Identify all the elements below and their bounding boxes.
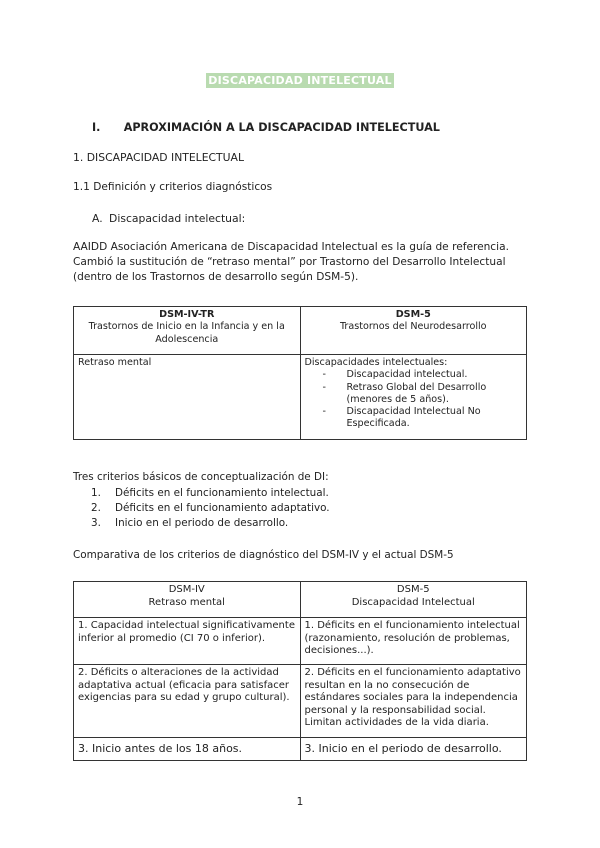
table1-cell: Retraso mental (74, 355, 301, 440)
list-text: Inicio en el periodo de desarrollo. (115, 517, 289, 529)
table2-cell: 3. Inicio en el periodo de desarrollo. (300, 738, 527, 761)
subsection-heading: 1. DISCAPACIDAD INTELECTUAL (73, 151, 244, 164)
section-label: APROXIMACIÓN A LA DISCAPACIDAD INTELECTUAL (123, 121, 440, 134)
header-subtitle: Discapacidad Intelectual (351, 596, 475, 608)
header-title: DSM-5 (396, 584, 430, 595)
document-title (0, 74, 600, 87)
table2-cell: 2. Déficits en el funcionamiento adaptativo resultan en la no consecución de estándares sociales para la independencia personal y la responsabilidad social. Limitan actividades de la vida diaria. (300, 665, 527, 738)
dsm-table-1 (73, 306, 527, 440)
section-number: I. (92, 121, 101, 134)
table-row (74, 738, 527, 761)
header-subtitle: Trastornos de Inicio en la Infancia y en la Adolescencia (88, 321, 285, 345)
list-text: Déficits en el funcionamiento intelectual. (115, 487, 329, 499)
table2-header (74, 582, 301, 618)
comparison-table (73, 581, 527, 761)
table2-cell: 3. Inicio antes de los 18 años. (74, 738, 301, 761)
item-marker: A. (92, 212, 103, 225)
item-label: Discapacidad intelectual: (109, 212, 246, 225)
bullet-text: Discapacidad Intelectual No Especificada. (346, 406, 481, 430)
list-item: 2. Déficits en el funcionamiento adaptativo. (91, 502, 330, 514)
table-row (74, 665, 527, 738)
table1-header-col1 (74, 307, 301, 355)
criteria-intro: Tres criterios básicos de conceptualización de DI: (73, 471, 329, 483)
section-heading (92, 121, 440, 134)
subsection-heading-2: 1.1 Definición y criterios diagnósticos (73, 181, 273, 193)
bullet-item: - Discapacidad intelectual. (322, 369, 468, 381)
table1-cell (300, 355, 527, 440)
table2-header (300, 582, 527, 618)
table2-cell: 1. Capacidad intelectual significativamente inferior al promedio (CI 70 o inferior). (74, 618, 301, 665)
header-title: DSM-IV (168, 584, 205, 595)
header-subtitle: Retraso mental (148, 596, 225, 608)
table2-cell: 1. Déficits en el funcionamiento intelectual (razonamiento, resolución de problemas, decisiones...). (300, 618, 527, 665)
table2-cell: 2. Déficits o alteraciones de la actividad adaptativa actual (eficacia para satisfacer exigencias para su edad y grupo cultural). (74, 665, 301, 738)
title-text: DISCAPACIDAD INTELECTUAL (208, 74, 392, 87)
bullet-text: Retraso Global del Desarrollo (menores de 5 años). (346, 381, 487, 405)
list-item: 3. Inicio en el periodo de desarrollo. (91, 517, 289, 529)
bullet-item: - Retraso Global del Desarrollo (menores de 5 años). (305, 382, 523, 407)
list-text: Déficits en el funcionamiento adaptativo. (115, 502, 330, 514)
comparison-title: Comparativa de los criterios de diagnóstico del DSM-IV y el actual DSM-5 (73, 549, 454, 561)
table-row (74, 618, 527, 665)
header-title: DSM-5 (395, 309, 431, 320)
bullet-text: Discapacidad intelectual. (346, 369, 468, 381)
header-title: DSM-IV-TR (159, 309, 215, 320)
item-a (92, 212, 245, 225)
table1-header-col2 (300, 307, 527, 355)
list-item: 1. Déficits en el funcionamiento intelectual. (91, 487, 329, 499)
header-subtitle: Trastornos del Neurodesarrollo (339, 321, 487, 333)
cell-intro: Discapacidades intelectuales: (304, 357, 448, 368)
intro-paragraph: AAIDD Asociación Americana de Discapacidad Intelectual es la guía de referencia. Cambió la sustitución de “retraso mental” por Trastorno del Desarrollo Intelectual (dentro de los Trastornos de desarrollo según DSM-5). (73, 241, 509, 283)
criteria-list (73, 486, 330, 531)
bullet-item: - Discapacidad Intelectual No Especificada. (305, 406, 523, 431)
page-number: 1 (296, 796, 304, 808)
